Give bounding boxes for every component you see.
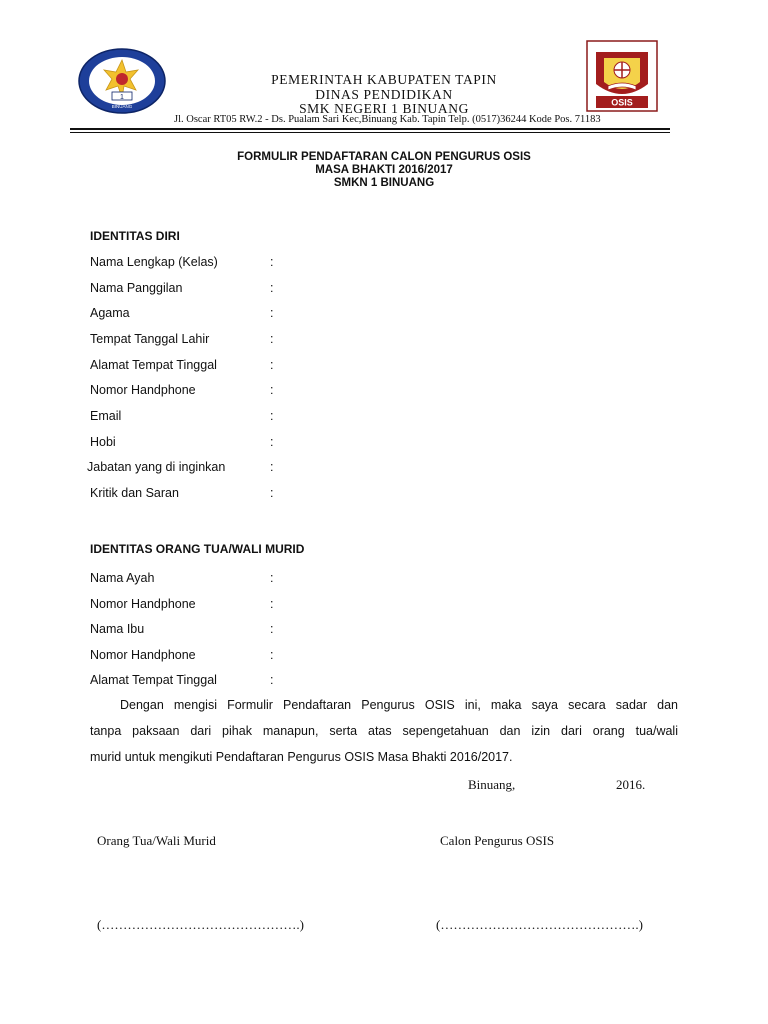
signature-line-candidate: (……………………………………….) [436, 917, 643, 932]
field-colon: : [270, 622, 274, 636]
field-label: Hobi [90, 435, 116, 449]
letterhead-government: PEMERINTAH KABUPATEN TAPIN [271, 72, 497, 87]
letterhead-divider-thin [70, 132, 670, 133]
field-colon: : [270, 486, 274, 500]
field-colon: : [270, 306, 274, 320]
field-colon: : [270, 255, 274, 269]
date-year: 2016. [616, 777, 646, 792]
section-heading-identitas-ortu: IDENTITAS ORANG TUA/WALI MURID [90, 542, 305, 556]
field-colon: : [270, 435, 274, 449]
field-label: Nama Ayah [90, 571, 155, 585]
field-label: Nama Panggilan [90, 281, 183, 295]
field-colon: : [270, 281, 274, 295]
statement-line: tanpa paksaan dari pihak manapun, serta atas sepengetahuan dan izin dari orang tua/wali [90, 724, 678, 738]
field-colon: : [270, 648, 274, 662]
field-colon: : [270, 460, 274, 474]
statement-line: murid untuk mengikuti Pendaftaran Pengurus OSIS Masa Bhakti 2016/2017. [90, 750, 513, 764]
letterhead-school: SMK NEGERI 1 BINUANG [299, 101, 469, 116]
field-colon: : [270, 358, 274, 372]
field-colon: : [270, 673, 274, 687]
signature-label-parent: Orang Tua/Wali Murid [97, 833, 216, 848]
field-label: Alamat Tempat Tinggal [90, 673, 217, 687]
school-logo-text: BINUANG [111, 104, 133, 109]
osis-logo-text: OSIS [611, 97, 633, 108]
field-colon: : [270, 383, 274, 397]
field-label: Nama Lengkap (Kelas) [90, 255, 218, 269]
svg-text:1: 1 [120, 94, 124, 101]
field-colon: : [270, 597, 274, 611]
form-school: SMKN 1 BINUANG [333, 177, 435, 189]
field-label: Nomor Handphone [90, 648, 196, 662]
letterhead-divider [70, 128, 670, 130]
field-label: Kritik dan Saran [90, 486, 179, 500]
letterhead-address: Jl. Oscar RT05 RW.2 - Ds. Pualam Sari Kec,Binuang Kab. Tapin Telp. (0517)36244 Kode Pos. 71183 [174, 114, 601, 125]
field-label: Alamat Tempat Tinggal [90, 358, 217, 372]
field-label: Tempat Tanggal Lahir [90, 332, 210, 346]
statement-line: Dengan mengisi Formulir Pendaftaran Pengurus OSIS ini, maka saya secara sadar dan [120, 698, 678, 712]
signature-line-parent: (……………………………………….) [97, 917, 304, 932]
form-period: MASA BHAKTI 2016/2017 [315, 164, 453, 176]
field-label: Jabatan yang di inginkan [87, 460, 226, 474]
letterhead-department: DINAS PENDIDIKAN [315, 87, 453, 102]
field-label: Nomor Handphone [90, 383, 196, 397]
field-colon: : [270, 332, 274, 346]
field-label: Nama Ibu [90, 622, 145, 636]
field-label: Agama [90, 306, 130, 320]
field-colon: : [270, 409, 274, 423]
signature-label-candidate: Calon Pengurus OSIS [440, 833, 555, 848]
field-label: Email [90, 409, 122, 423]
section-heading-identitas-diri: IDENTITAS DIRI [90, 229, 180, 243]
form-title: FORMULIR PENDAFTARAN CALON PENGURUS OSIS [237, 151, 531, 163]
field-label: Nomor Handphone [90, 597, 196, 611]
place-label: Binuang, [468, 777, 516, 792]
statement-paragraph [90, 692, 678, 770]
field-colon: : [270, 571, 274, 585]
